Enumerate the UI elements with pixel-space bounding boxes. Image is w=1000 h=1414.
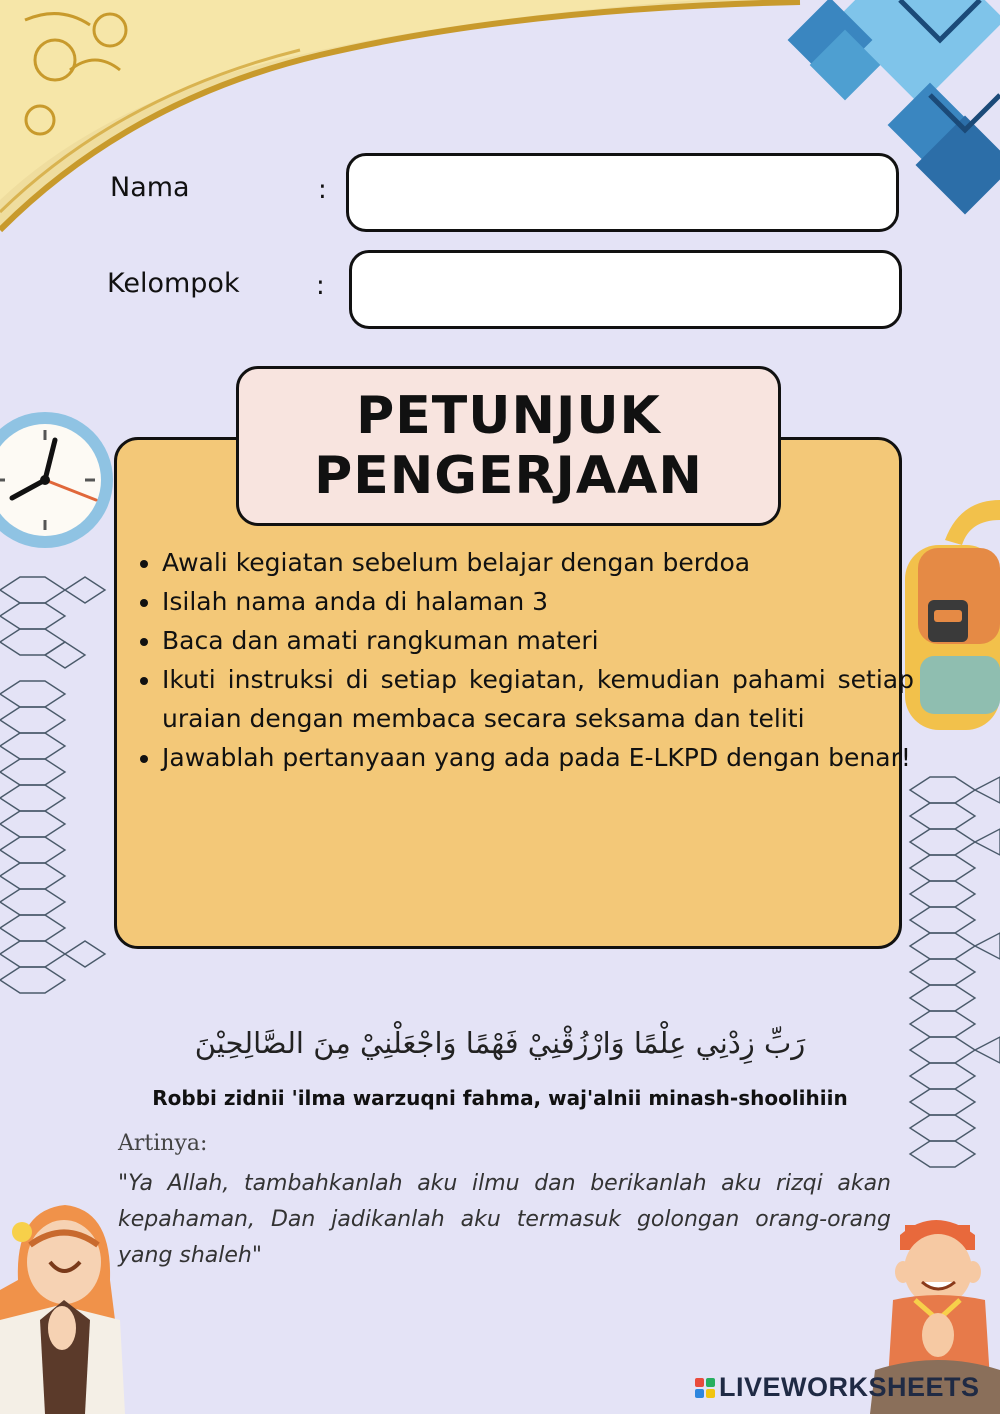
instructions-title-line1: PETUNJUK <box>356 386 661 446</box>
instructions-title-line2: PENGERJAAN <box>314 446 703 506</box>
group-input[interactable] <box>349 250 902 329</box>
prayer-transliteration: Robbi zidnii 'ilma warzuqni fahma, waj'alnii minash-shoolihiin <box>152 1086 848 1110</box>
name-colon: : <box>318 175 327 205</box>
instructions-title-card <box>236 366 781 526</box>
group-colon: : <box>316 271 325 301</box>
clock-icon <box>0 412 113 548</box>
liveworksheets-wordmark: LIVEWORKSHEETS <box>719 1372 980 1402</box>
instruction-item: • Isilah nama anda di halaman 3 <box>162 582 914 621</box>
praying-girl-illustration <box>0 1205 125 1414</box>
name-label: Nama <box>110 172 190 203</box>
group-label: Kelompok <box>107 268 240 299</box>
instruction-item: • Ikuti instruksi di setiap kegiatan, kemudian pahami setiap uraian dengan membaca secara seksama dan teliti <box>162 660 914 738</box>
prayer-meaning-label: Artinya: <box>118 1131 208 1156</box>
instructions-list <box>135 543 914 777</box>
instruction-item: • Jawablah pertanyaan yang ada pada E-LKPD dengan benar! <box>162 738 914 777</box>
prayer-meaning: "Ya Allah, tambahkanlah aku ilmu dan berikanlah aku rizqi akan kepahaman, Dan jadikanlah aku termasuk golongan orang-orang yang shaleh" <box>118 1171 891 1268</box>
prayer-arabic: رَبِّ زِدْنِي عِلْمًا وَارْزُقْنِيْ فَهْمًا وَاجْعَلْنِيْ مِنَ الصَّالِحِيْنَ <box>194 1026 806 1060</box>
liveworksheets-logo <box>695 1372 980 1403</box>
name-input[interactable] <box>346 153 899 232</box>
backpack-icon <box>905 500 1000 730</box>
instruction-item: • Baca dan amati rangkuman materi <box>162 621 914 660</box>
instruction-item: • Awali kegiatan sebelum belajar dengan berdoa <box>162 543 914 582</box>
liveworksheets-mark-icon <box>695 1378 715 1398</box>
